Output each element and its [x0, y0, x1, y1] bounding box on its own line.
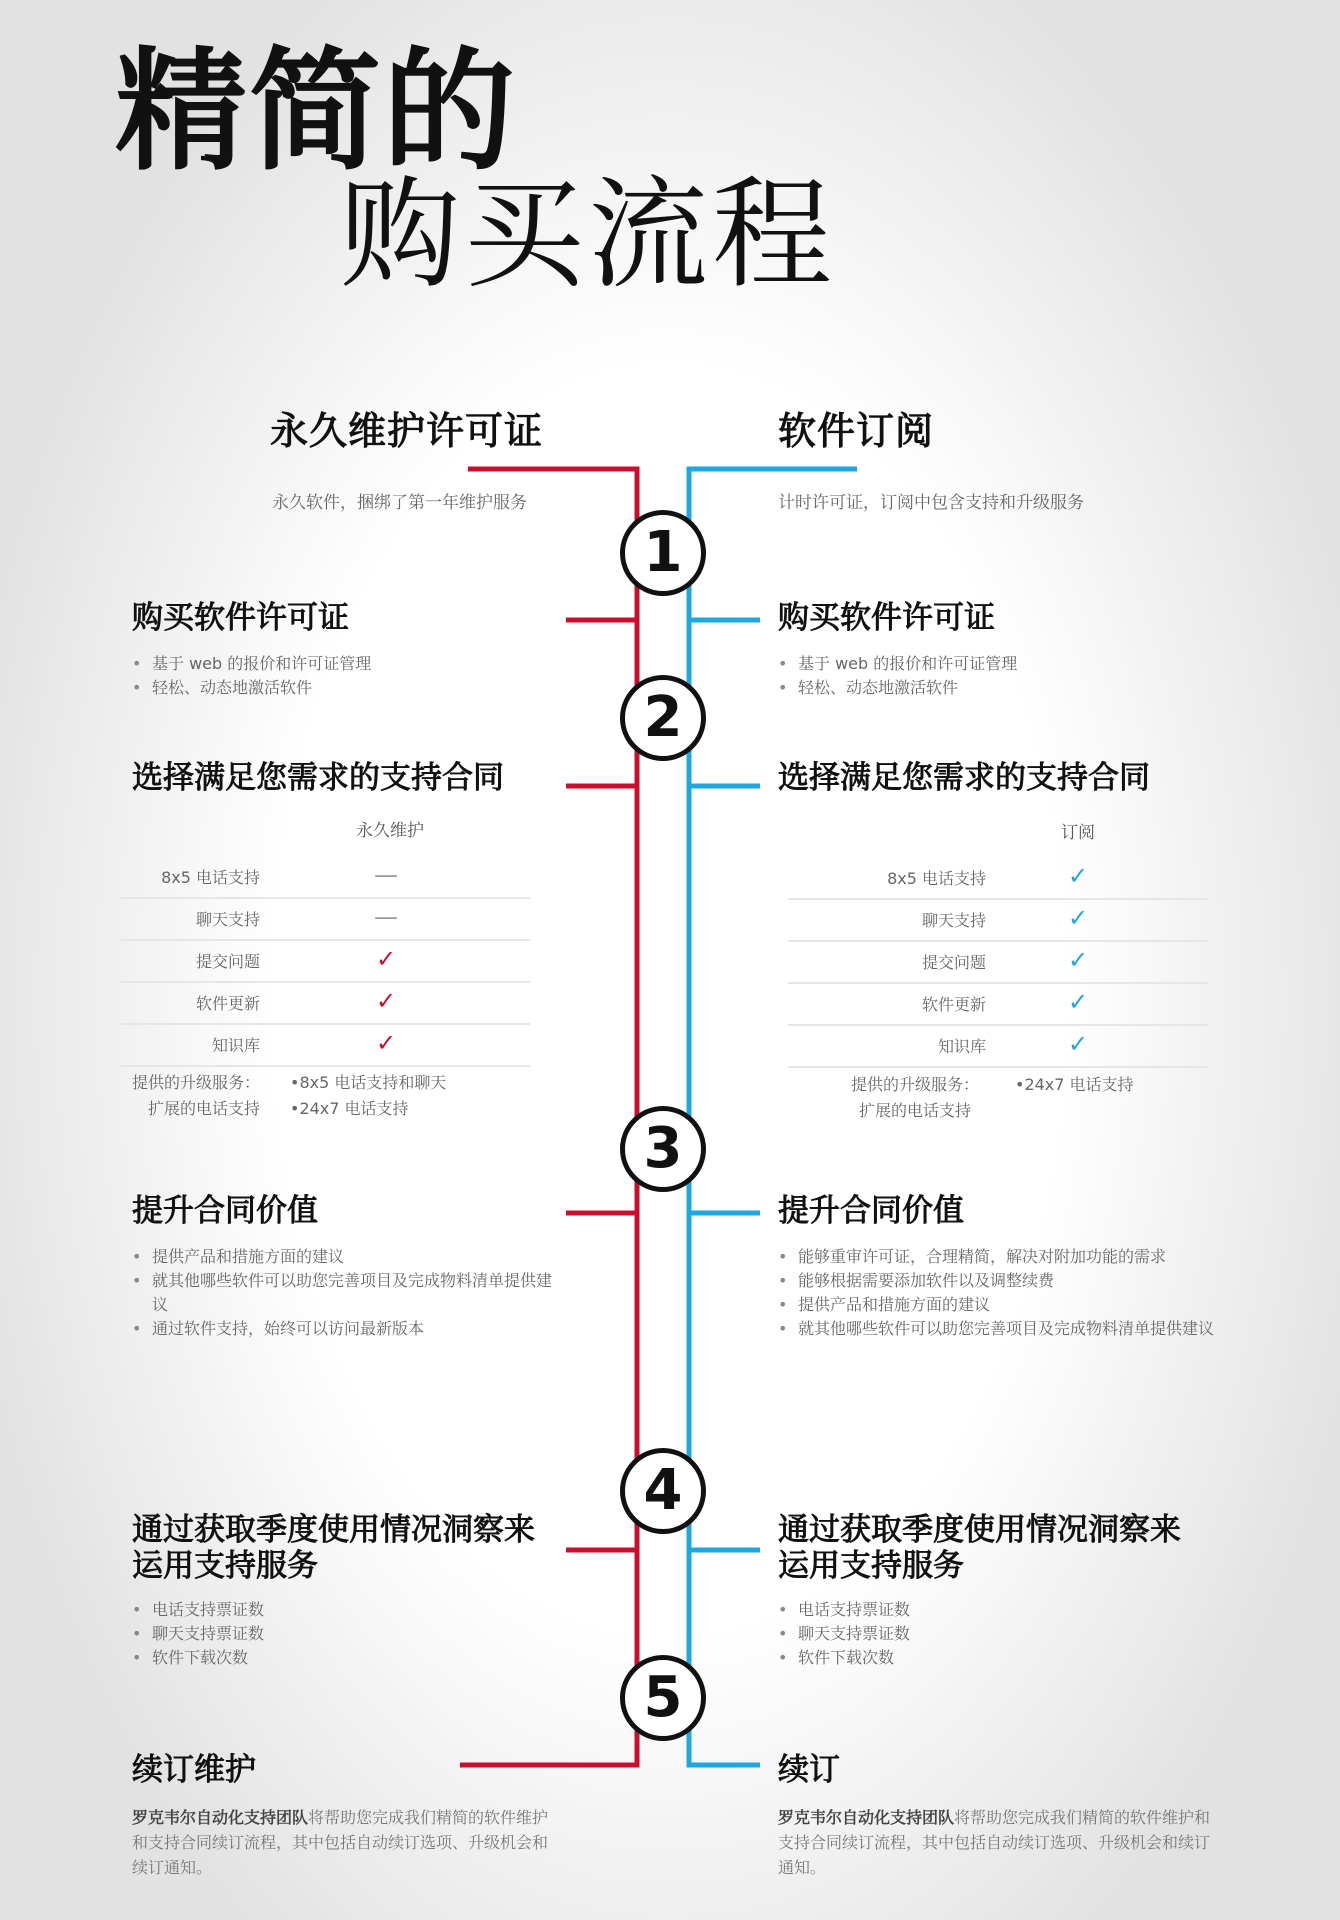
title-line: 运用支持服务: [778, 1548, 964, 1584]
table-row: [120, 855, 530, 899]
check-icon: ✓: [1067, 988, 1089, 1016]
right-upgrade-label: [840, 1072, 990, 1124]
right-table-column-header: 订阅: [1061, 823, 1095, 843]
table-row-label: 8x5 电话支持: [161, 868, 260, 887]
list-item: • 聊天支持票证数: [132, 1622, 264, 1646]
right-step4-title: [778, 1512, 1181, 1584]
left-step4-bullets: [132, 1598, 264, 1670]
table-row: [788, 856, 1208, 900]
step-circle-2: 2: [620, 675, 706, 761]
left-column-subtitle: 永久软件，捆绑了第一年维护服务: [272, 493, 527, 513]
list-item: • 提供产品和措施方面的建议: [778, 1293, 1218, 1317]
table-row-label: 提交问题: [195, 952, 260, 971]
list-item: • 基于 web 的报价和许可证管理: [132, 652, 371, 676]
left-step2-title: 选择满足您需求的支持合同: [132, 760, 504, 796]
brand-team-name: 罗克韦尔自动化支持团队: [778, 1808, 955, 1827]
right-support-table: [788, 810, 1208, 1070]
list-item: • 就其他哪些软件可以助您完善项目及完成物料清单提供建议: [132, 1269, 562, 1317]
right-step3-title: 提升合同价值: [778, 1193, 964, 1229]
table-row: [788, 982, 1208, 1026]
table-row-label: 软件更新: [195, 994, 260, 1013]
right-step1-title: 购买软件许可证: [778, 600, 995, 636]
left-step3-title: 提升合同价值: [132, 1193, 318, 1229]
list-item: • 轻松、动态地激活软件: [778, 676, 1017, 700]
title-line: 通过获取季度使用情况洞察来: [132, 1512, 535, 1548]
table-row: [788, 1024, 1208, 1068]
brand-team-name: 罗克韦尔自动化支持团队: [132, 1808, 309, 1827]
table-row-label: 软件更新: [921, 995, 986, 1014]
list-item: • 提供产品和措施方面的建议: [132, 1245, 562, 1269]
title-line: 运用支持服务: [132, 1548, 318, 1584]
table-row-label: 聊天支持: [195, 910, 260, 929]
step-circle-1: 1: [620, 510, 706, 596]
dash-icon: —: [374, 861, 398, 889]
table-row-label: 知识库: [937, 1037, 986, 1056]
upgrade-label-line: 扩展的电话支持: [858, 1101, 971, 1120]
upgrade-item: •24x7 电话支持: [290, 1099, 409, 1118]
right-upgrade-items: [1015, 1072, 1134, 1098]
check-icon: ✓: [1067, 1030, 1089, 1058]
list-item: • 聊天支持票证数: [778, 1622, 910, 1646]
table-row: [120, 897, 530, 941]
list-item: • 能够重审许可证，合理精简，解决对附加功能的需求: [778, 1245, 1218, 1269]
right-step5-title: 续订: [778, 1752, 840, 1788]
table-row-label: 知识库: [211, 1036, 260, 1055]
table-row: [120, 981, 530, 1025]
title-line: 通过获取季度使用情况洞察来: [778, 1512, 1181, 1548]
check-icon: ✓: [1067, 862, 1089, 890]
list-item: • 电话支持票证数: [778, 1598, 910, 1622]
left-step5-title: 续订维护: [132, 1752, 256, 1788]
renewal-description: 将帮助您完成我们精简的软件维护和支持合同续订流程，其中包括自动续订选项、升级机会和续订通知。: [778, 1808, 1211, 1877]
upgrade-item: •8x5 电话支持和聊天: [290, 1073, 447, 1092]
list-item: • 轻松、动态地激活软件: [132, 676, 371, 700]
left-step3-bullets: [132, 1245, 562, 1341]
right-step4-bullets: [778, 1598, 910, 1670]
table-row: [788, 898, 1208, 942]
left-step1-bullets: [132, 652, 371, 700]
left-step4-title: [132, 1512, 535, 1584]
right-column-subtitle: 计时许可证，订阅中包含支持和升级服务: [778, 493, 1084, 513]
upgrade-label-line: 提供的升级服务：: [850, 1075, 979, 1094]
step-circle-4: 4: [620, 1448, 706, 1534]
left-renewal-text: [132, 1805, 562, 1880]
table-row: [120, 1023, 530, 1067]
table-row-label: 聊天支持: [921, 911, 986, 930]
list-item: • 就其他哪些软件可以助您完善项目及完成物料清单提供建议: [778, 1317, 1218, 1341]
right-step2-title: 选择满足您需求的支持合同: [778, 760, 1150, 796]
table-row: [120, 939, 530, 983]
right-step1-bullets: [778, 652, 1017, 700]
page-title-line1: 精简的: [115, 35, 517, 189]
check-icon: ✓: [1067, 904, 1089, 932]
right-column-heading: 软件订阅: [778, 409, 935, 453]
upgrade-label-line: 提供的升级服务：: [131, 1073, 260, 1092]
list-item: • 电话支持票证数: [132, 1598, 264, 1622]
left-table-column-header: 永久维护: [356, 821, 424, 841]
left-upgrade-label: [110, 1070, 260, 1122]
list-item: • 基于 web 的报价和许可证管理: [778, 652, 1017, 676]
list-item: • 软件下载次数: [778, 1646, 910, 1670]
step-circle-3: 3: [620, 1106, 706, 1192]
upgrade-item: •24x7 电话支持: [1015, 1075, 1134, 1094]
check-icon: ✓: [375, 1029, 397, 1057]
right-step3-bullets: [778, 1245, 1218, 1341]
check-icon: ✓: [375, 945, 397, 973]
left-support-table: [120, 810, 530, 1070]
left-step1-title: 购买软件许可证: [132, 600, 349, 636]
left-upgrade-items: [290, 1070, 446, 1122]
step-circle-5: 5: [620, 1655, 706, 1741]
check-icon: ✓: [1067, 946, 1089, 974]
page-title-line2: 购买流程: [340, 166, 836, 305]
table-row-label: 提交问题: [921, 953, 986, 972]
list-item: • 能够根据需要添加软件以及调整续费: [778, 1269, 1218, 1293]
list-item: • 通过软件支持，始终可以访问最新版本: [132, 1317, 562, 1341]
list-item: • 软件下载次数: [132, 1646, 264, 1670]
renewal-description: 将帮助您完成我们精简的软件维护和支持合同续订流程，其中包括自动续订选项、升级机会和续订通知。: [132, 1808, 549, 1877]
upgrade-label-line: 扩展的电话支持: [147, 1099, 260, 1118]
check-icon: ✓: [375, 987, 397, 1015]
table-row-label: 8x5 电话支持: [887, 869, 986, 888]
right-renewal-text: [778, 1805, 1218, 1880]
table-row: [788, 940, 1208, 984]
left-column-heading: 永久维护许可证: [270, 409, 544, 453]
dash-icon: —: [374, 903, 398, 931]
